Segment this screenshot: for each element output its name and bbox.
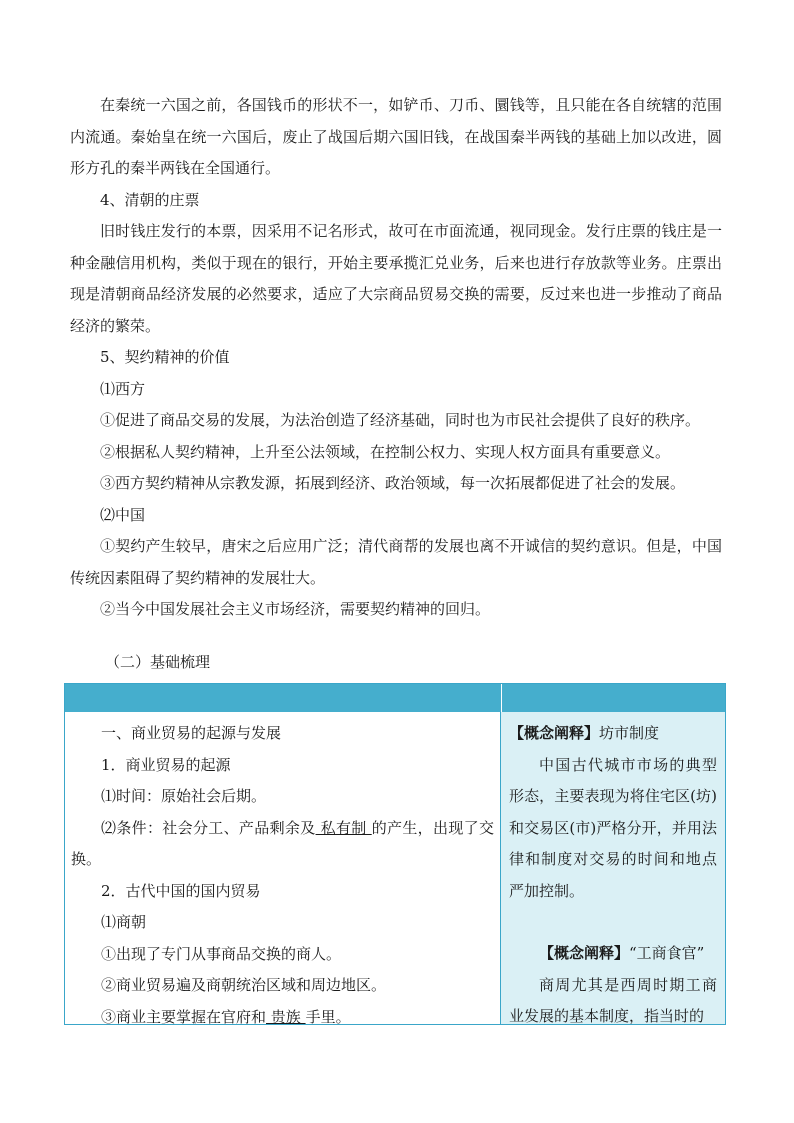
list-item: ③西方契约精神从宗教发源，拓展到经济、政治领域，每一次拓展都促进了社会的发展。 [100,474,686,492]
outline-item: ①出现了专门从事商品交换的商人。 [101,944,342,963]
section-title: （二）基础梳理 [105,653,211,671]
spacer [509,907,717,938]
concept-tag: 【概念阐释】 [509,724,600,742]
concept-tag: 【概念阐释】 [539,944,630,962]
text: 的产生，出现了交换。 [71,818,494,868]
concept-name: 坊市制度 [599,724,660,742]
outline-item: ②商业贸易遍及商朝统治区域和周边地区。 [101,976,387,994]
list-item: ②当今中国发展社会主义市场经济，需要契约精神的回归。 [100,600,491,618]
table-right-column [501,712,725,1024]
text: ③商业主要掌握在官府和 [101,1007,267,1024]
outline-subheading: 2．古代中国的国内贸易 [101,881,261,900]
heading-contract-spirit: 5、契约精神的价值 [100,348,230,366]
body-text [70,90,722,626]
text: 手里。 [305,1007,351,1024]
text: ⑵条件：社会分工、产品剩余及 [101,818,316,837]
outline-item [71,1002,494,1025]
list-item: ①契约产生较早，唐宋之后应用广泛；清代商帮的发展也离不开诚信的契约意识。但是，中国传统因素阻碍了契约精神的发展壮大。 [70,537,722,587]
fill-blank-answer: 私有制 [315,818,372,837]
list-item: ②根据私人契约精神，上升至公法领域，在控制公权力、实现人权方面具有重要意义。 [100,442,671,461]
outline-heading: 一、商业贸易的起源与发展 [101,724,282,742]
outline-item [71,813,494,876]
paragraph: 旧时钱庄发行的本票，因采用不记名形式，故可在市面流通，视同现金。发行庄票的钱庄是一种金融信用机构，类似于现在的银行，开始主要承揽汇兑业务，后来也进行存放款等业务。庄票出现是清朝商品经济发展的必然要求，适应了大宗商品贸易交换的需要，反过来也进一步推动了商品经济的繁荣。 [70,222,722,335]
paragraph: 在秦统一六国之前，各国钱币的形状不一，如铲币、刀币、圜钱等，且只能在各自统辖的范围内流通。秦始皇在统一六国后，废止了战国后期六国旧钱，在战国秦半两钱的基础上加以改进，圆形方孔的秦半两钱在全国通行。 [70,96,722,177]
concept-name: “工商食官” [629,944,705,962]
table-body [65,712,725,1024]
table-header [65,684,725,712]
table-left-column [65,712,501,1024]
concept-table [64,683,726,1025]
subheading-china: ⑵中国 [100,505,146,524]
concept-text: 商周尤其是西周时期工商业发展的基本制度，指当时的 [509,975,717,1024]
fill-blank-answer: 贵族 [266,1007,306,1024]
heading-qing-zhuangpiao: 4、清朝的庄票 [100,190,200,209]
outline-item: ⑴时间：原始社会后期。 [101,787,267,805]
concept-title [509,718,717,750]
table-header-left [65,684,502,712]
concept-text: 中国古代城市市场的典型形态，主要表现为将住宅区(坊)和交易区(市)严格分开，并用法律和制度对交易的时间和地点严加控制。 [509,755,717,900]
table-header-right [502,684,725,712]
concept-title [509,938,717,970]
outline-item: ⑴商朝 [101,913,147,931]
outline-subheading: 1．商业贸易的起源 [101,755,231,774]
subheading-west: ⑴西方 [100,379,146,398]
list-item: ①促进了商品交易的发展，为法治创造了经济基础，同时也为市民社会提供了良好的秩序。 [100,411,701,429]
